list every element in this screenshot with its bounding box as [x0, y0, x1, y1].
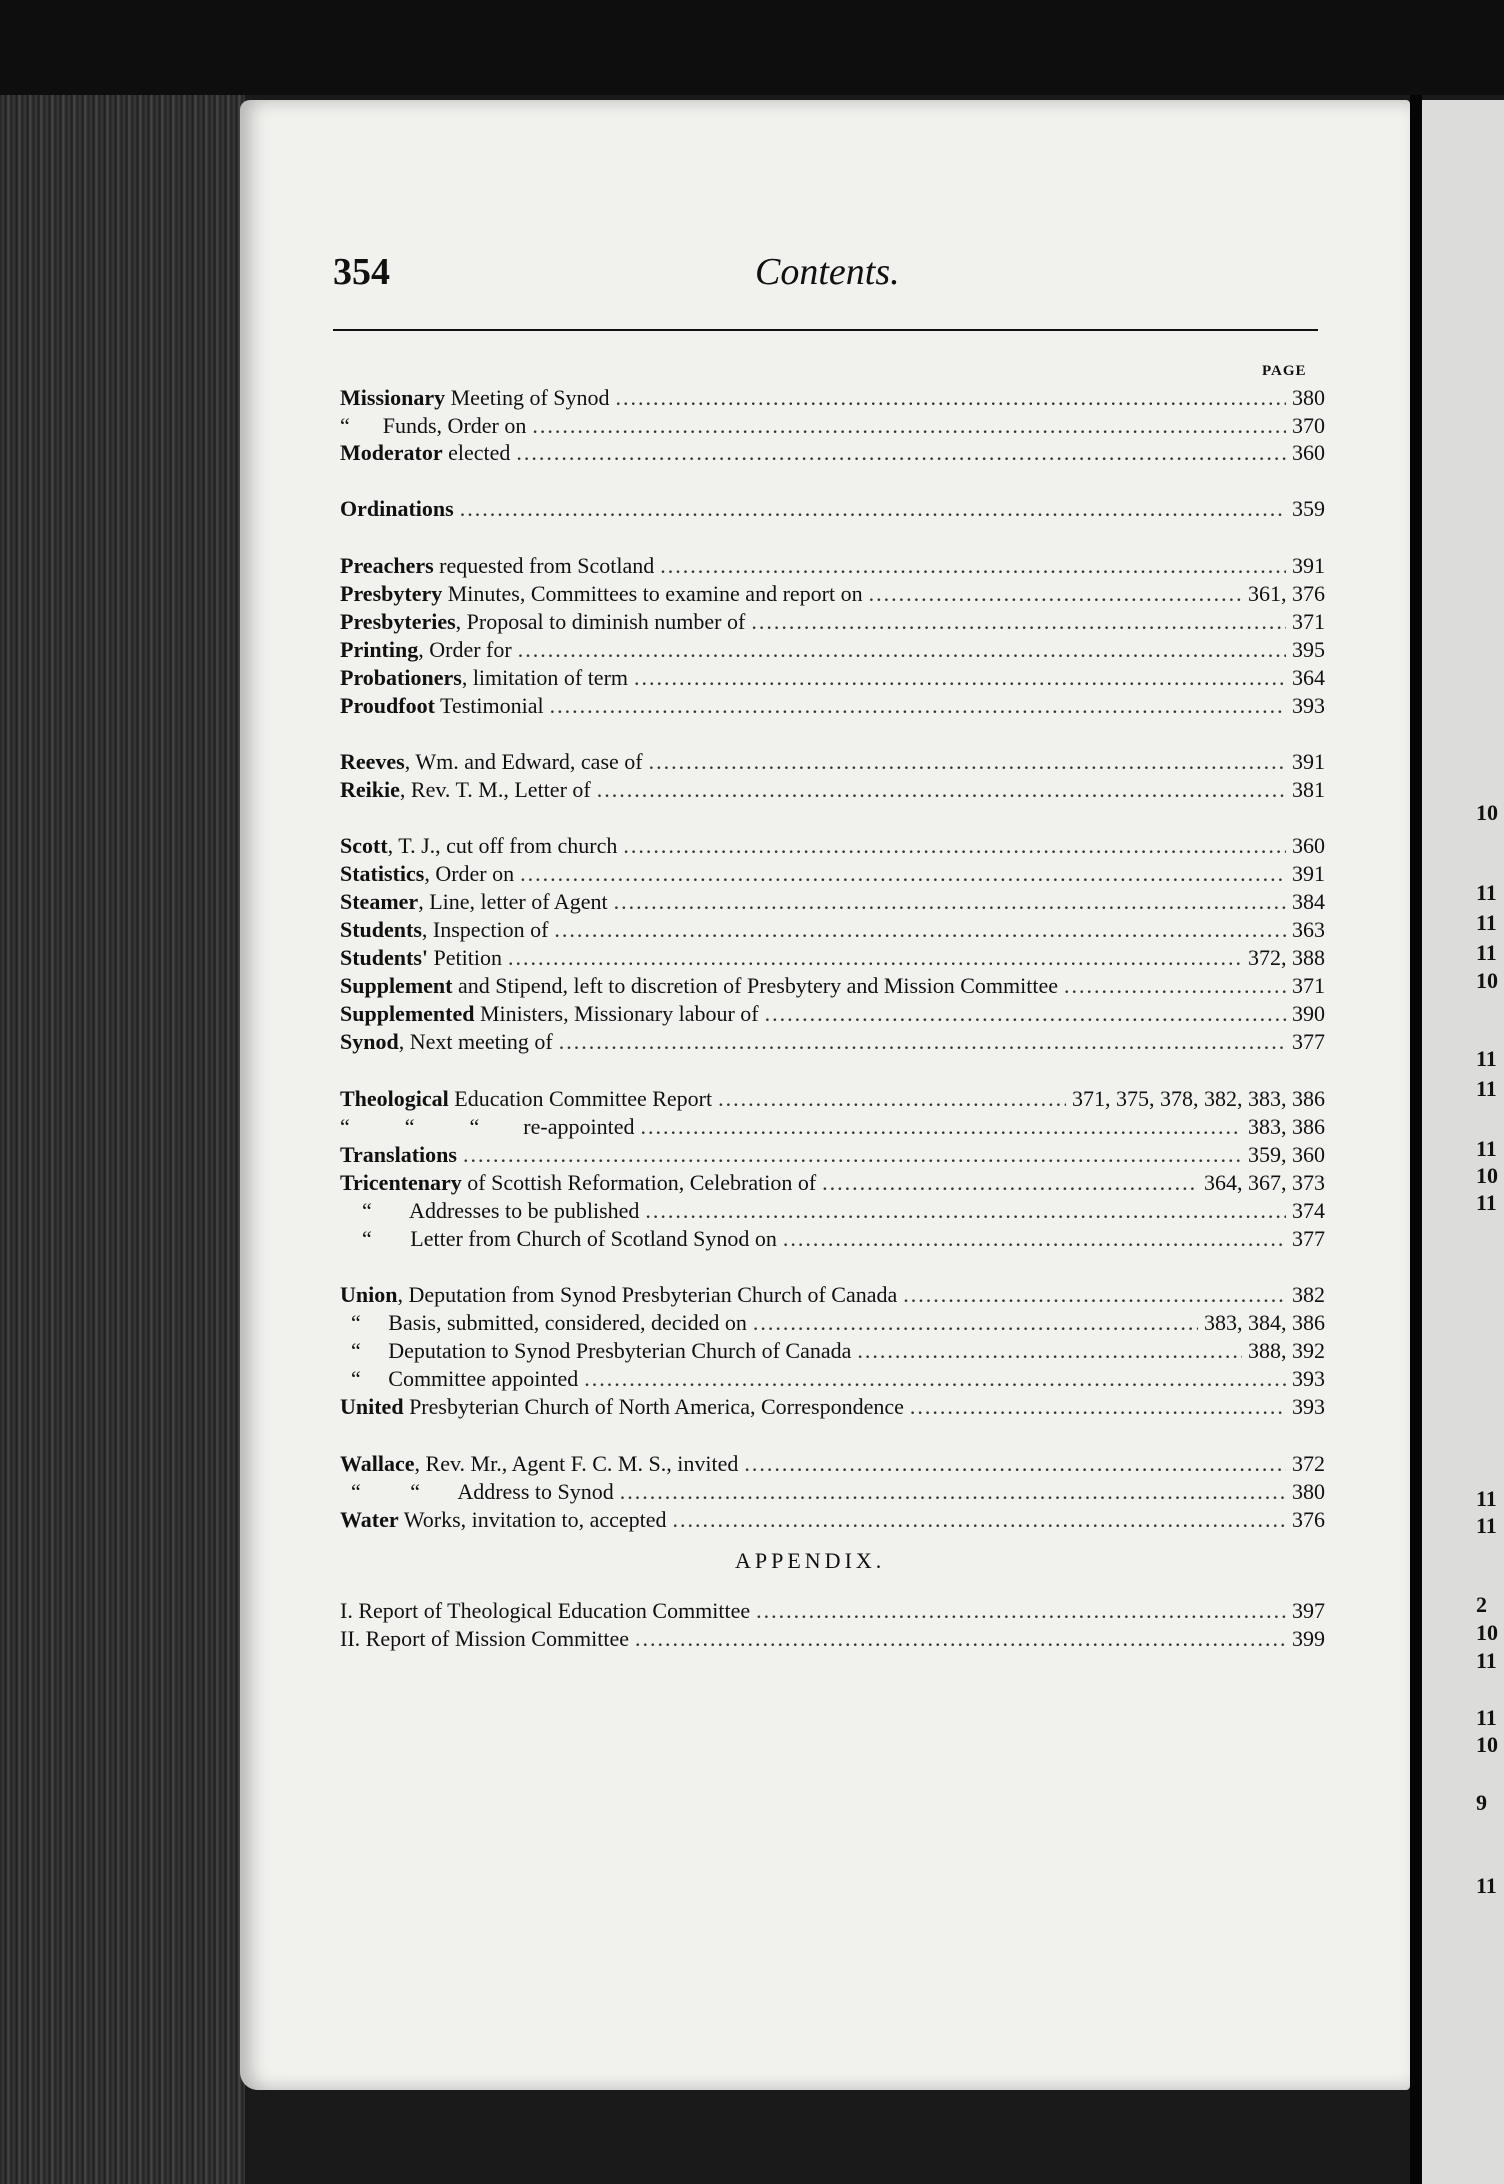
- entry-pages: 381: [1292, 777, 1325, 802]
- adjacent-page-number: 10: [1476, 968, 1498, 993]
- entry-pages: 371, 375, 378, 382, 383, 386: [1072, 1086, 1325, 1111]
- leader-dots: [616, 385, 1286, 411]
- appendix-heading: APPENDIX.: [735, 1548, 886, 1573]
- entry-pages: 377: [1292, 1226, 1325, 1251]
- entry-pages: 363: [1292, 917, 1325, 942]
- contents-entry: [340, 1029, 1325, 1055]
- entry-text: , Order for: [418, 637, 512, 662]
- adjacent-page-number: 10: [1476, 1620, 1498, 1645]
- entry-text: Presbyterian Church of North America, Correspondence: [403, 1394, 904, 1419]
- entry-pages: 377: [1292, 1029, 1325, 1054]
- entry-keyword: Water: [340, 1507, 399, 1532]
- appendix-text: Report of Mission Committee: [360, 1626, 630, 1651]
- entry-keyword: Supplement: [340, 973, 453, 998]
- leader-dots: [673, 1507, 1286, 1533]
- entry-pages: 380: [1292, 385, 1325, 410]
- entry-keyword: Steamer: [340, 889, 419, 914]
- adjacent-page-number: 11: [1476, 1513, 1497, 1538]
- adjacent-page-number: 11: [1476, 1190, 1497, 1215]
- entry-text: “ Addresses to be published: [340, 1198, 640, 1223]
- header-rule: [333, 329, 1318, 331]
- entry-text: “ Basis, submitted, considered, decided on: [340, 1310, 747, 1335]
- entry-pages: 383, 386: [1248, 1114, 1325, 1139]
- entry-text: , Wm. and Edward, case of: [404, 749, 643, 774]
- contents-entry: [340, 1170, 1325, 1196]
- entry-text: , Rev. T. M., Letter of: [399, 777, 591, 802]
- entry-keyword: Students': [340, 945, 429, 970]
- entry-pages: 391: [1292, 861, 1325, 886]
- contents-entry: [340, 1114, 1325, 1140]
- contents-entry: [340, 413, 1325, 439]
- adjacent-page-number: 9: [1476, 1790, 1487, 1815]
- entry-pages: 374: [1292, 1198, 1325, 1223]
- entry-text: Testimonial: [434, 693, 544, 718]
- contents-entry: [340, 385, 1325, 411]
- page-number: 354: [333, 251, 390, 293]
- leader-dots: [559, 1029, 1286, 1055]
- entry-text: , Line, letter of Agent: [418, 889, 608, 914]
- entry-keyword: Theological: [340, 1086, 449, 1111]
- book-page-edges: [0, 95, 245, 2184]
- entry-text: requested from Scotland: [433, 553, 655, 578]
- contents-entry: [340, 1479, 1325, 1505]
- leader-dots: [550, 693, 1286, 719]
- appendix-entry: [340, 1598, 1325, 1624]
- adjacent-page-number: 11: [1476, 1046, 1497, 1071]
- contents-entry: [340, 1198, 1325, 1224]
- entry-keyword: Supplemented: [340, 1001, 475, 1026]
- entry-text: , Rev. Mr., Agent F. C. M. S., invited: [414, 1451, 739, 1476]
- entry-text: of Scottish Reformation, Celebration of: [461, 1170, 817, 1195]
- entry-text: Petition: [428, 945, 502, 970]
- leader-dots: [520, 861, 1286, 887]
- contents-entry: [340, 553, 1325, 579]
- entry-keyword: Probationers: [340, 665, 462, 690]
- entry-keyword: Translations: [340, 1142, 457, 1167]
- contents-entry: [340, 1507, 1325, 1533]
- adjacent-page-number: 11: [1476, 1136, 1497, 1161]
- contents-entry: [340, 889, 1325, 915]
- contents-entry: [340, 777, 1325, 803]
- leader-dots: [756, 1598, 1286, 1624]
- entry-pages: 376: [1292, 1507, 1325, 1532]
- contents-entry: [340, 917, 1325, 943]
- leader-dots: [516, 440, 1286, 466]
- contents-entry: [340, 609, 1325, 635]
- entry-pages: 393: [1292, 1394, 1325, 1419]
- entry-text: , Inspection of: [421, 917, 549, 942]
- entry-text: , T. J., cut off from church: [387, 833, 618, 858]
- adjacent-page-number: 11: [1476, 910, 1497, 935]
- entry-pages: 391: [1292, 553, 1325, 578]
- entry-text: , limitation of term: [461, 665, 629, 690]
- entry-keyword: Preachers: [340, 553, 434, 578]
- appendix-entry: [340, 1626, 1325, 1652]
- leader-dots: [822, 1170, 1198, 1196]
- entry-keyword: Statistics: [340, 861, 425, 886]
- contents-entry: [340, 1366, 1325, 1392]
- contents-entry: [340, 1451, 1325, 1477]
- appendix-pages: 399: [1292, 1626, 1325, 1651]
- entry-pages: 371: [1292, 973, 1325, 998]
- entry-pages: 390: [1292, 1001, 1325, 1026]
- leader-dots: [554, 917, 1286, 943]
- entry-keyword: Students: [340, 917, 422, 942]
- entry-keyword: Proudfoot: [340, 693, 435, 718]
- entry-keyword: Union: [340, 1282, 398, 1307]
- appendix-numeral: II.: [340, 1626, 361, 1651]
- entry-pages: 371: [1292, 609, 1325, 634]
- leader-dots: [597, 777, 1286, 803]
- leader-dots: [635, 1626, 1286, 1652]
- entry-text: , Next meeting of: [398, 1029, 553, 1054]
- leader-dots: [857, 1338, 1242, 1364]
- entry-text: Minutes, Committees to examine and report on: [442, 581, 863, 606]
- adjacent-page-number: 11: [1476, 1648, 1497, 1673]
- entry-keyword: United: [340, 1394, 404, 1419]
- contents-entry: [340, 973, 1325, 999]
- appendix-numeral: I.: [340, 1598, 353, 1623]
- entry-text: elected: [442, 440, 511, 465]
- entry-keyword: Synod: [340, 1029, 399, 1054]
- entry-pages: 388, 392: [1248, 1338, 1325, 1363]
- entry-keyword: Reeves: [340, 749, 405, 774]
- adjacent-page-number: 11: [1476, 940, 1497, 965]
- contents-entry: [340, 637, 1325, 663]
- adjacent-page-number: 10: [1476, 1732, 1498, 1757]
- entry-text: and Stipend, left to discretion of Presbytery and Mission Committee: [452, 973, 1059, 998]
- entry-pages: 393: [1292, 693, 1325, 718]
- entry-pages: 380: [1292, 1479, 1325, 1504]
- leader-dots: [1064, 973, 1286, 999]
- entry-text: “ “ Address to Synod: [340, 1479, 614, 1504]
- entry-text: “ Committee appointed: [340, 1366, 579, 1391]
- contents-entry: [340, 1394, 1325, 1420]
- leader-dots: [718, 1086, 1066, 1112]
- leader-dots: [645, 1198, 1286, 1224]
- entry-text: , Proposal to diminish number of: [455, 609, 746, 634]
- adjacent-page-number: 11: [1476, 1873, 1497, 1898]
- leader-dots: [744, 1451, 1286, 1477]
- leader-dots: [640, 1114, 1242, 1140]
- contents-entry: [340, 440, 1325, 466]
- leader-dots: [903, 1282, 1286, 1308]
- leader-dots: [620, 1479, 1286, 1505]
- contents-entry: [340, 1226, 1325, 1252]
- book-gutter: [1410, 95, 1422, 2184]
- entry-text: “ Deputation to Synod Presbyterian Church of Canada: [340, 1338, 852, 1363]
- contents-entry: [340, 581, 1325, 607]
- adjacent-page-number: 11: [1476, 1705, 1497, 1730]
- contents-entry: [340, 1086, 1325, 1112]
- leader-dots: [649, 749, 1286, 775]
- scan-background: [0, 0, 1504, 95]
- entry-pages: 359: [1292, 496, 1325, 521]
- adjacent-page-number: 11: [1476, 1486, 1497, 1511]
- entry-keyword: Moderator: [340, 440, 443, 465]
- leader-dots: [614, 889, 1286, 915]
- entry-text: “ Funds, Order on: [340, 413, 527, 438]
- entry-keyword: Ordinations: [340, 496, 454, 521]
- leader-dots: [753, 1310, 1198, 1336]
- leader-dots: [765, 1001, 1286, 1027]
- entry-text: Works, invitation to, accepted: [398, 1507, 667, 1532]
- leader-dots: [634, 665, 1286, 691]
- contents-entry: [340, 861, 1325, 887]
- contents-entry: [340, 945, 1325, 971]
- entry-pages: 360: [1292, 833, 1325, 858]
- entry-keyword: Printing: [340, 637, 419, 662]
- entry-pages: 382: [1292, 1282, 1325, 1307]
- entry-keyword: Reikie: [340, 777, 400, 802]
- leader-dots: [751, 609, 1286, 635]
- leader-dots: [869, 581, 1242, 607]
- leader-dots: [910, 1394, 1286, 1420]
- adjacent-page-number: 2: [1476, 1592, 1487, 1617]
- adjacent-page-number: 10: [1476, 1163, 1498, 1188]
- leader-dots: [783, 1226, 1286, 1252]
- entry-text: “ “ “ re-appointed: [340, 1114, 635, 1139]
- contents-entry: [340, 496, 1325, 522]
- entry-pages: 370: [1292, 413, 1325, 438]
- entry-keyword: Presbyteries: [340, 609, 456, 634]
- appendix-text: Report of Theological Education Committee: [352, 1598, 751, 1623]
- adjacent-page-number: 11: [1476, 880, 1497, 905]
- contents-entry: [340, 1001, 1325, 1027]
- leader-dots: [623, 833, 1286, 859]
- contents-entry: [340, 1282, 1325, 1308]
- contents-entry: [340, 833, 1325, 859]
- entry-pages: 372, 388: [1248, 945, 1325, 970]
- entry-text: “ Letter from Church of Scotland Synod on: [340, 1226, 777, 1251]
- leader-dots: [532, 413, 1286, 439]
- running-title: Contents.: [755, 251, 900, 293]
- entry-pages: 361, 376: [1248, 581, 1325, 606]
- entry-text: Education Committee Report: [448, 1086, 713, 1111]
- entry-pages: 372: [1292, 1451, 1325, 1476]
- entry-text: Ministers, Missionary labour of: [474, 1001, 759, 1026]
- adjacent-page-number: 10: [1476, 800, 1498, 825]
- page-column-label: PAGE: [1262, 363, 1307, 379]
- entry-pages: 359, 360: [1248, 1142, 1325, 1167]
- entry-keyword: Tricentenary: [340, 1170, 462, 1195]
- entry-pages: 393: [1292, 1366, 1325, 1391]
- leader-dots: [518, 637, 1286, 663]
- contents-entry: [340, 693, 1325, 719]
- entry-keyword: Scott: [340, 833, 388, 858]
- entry-pages: 364: [1292, 665, 1325, 690]
- entry-keyword: Wallace: [340, 1451, 415, 1476]
- leader-dots: [508, 945, 1242, 971]
- entry-text: , Order on: [424, 861, 515, 886]
- entry-pages: 395: [1292, 637, 1325, 662]
- entry-keyword: Presbytery: [340, 581, 443, 606]
- entry-pages: 391: [1292, 749, 1325, 774]
- contents-entry: [340, 1142, 1325, 1168]
- entry-pages: 360: [1292, 440, 1325, 465]
- leader-dots: [660, 553, 1286, 579]
- contents-entry: [340, 1310, 1325, 1336]
- entry-pages: 364, 367, 373: [1204, 1170, 1325, 1195]
- entry-pages: 384: [1292, 889, 1325, 914]
- contents-entry: [340, 1338, 1325, 1364]
- adjacent-page-number: 11: [1476, 1076, 1497, 1101]
- entry-pages: 383, 384, 386: [1204, 1310, 1325, 1335]
- leader-dots: [460, 496, 1286, 522]
- entry-keyword: Missionary: [340, 385, 446, 410]
- entry-text: , Deputation from Synod Presbyterian Church of Canada: [397, 1282, 898, 1307]
- leader-dots: [463, 1142, 1242, 1168]
- entry-text: Meeting of Synod: [445, 385, 610, 410]
- appendix-pages: 397: [1292, 1598, 1325, 1623]
- contents-entry: [340, 665, 1325, 691]
- leader-dots: [584, 1366, 1286, 1392]
- contents-entry: [340, 749, 1325, 775]
